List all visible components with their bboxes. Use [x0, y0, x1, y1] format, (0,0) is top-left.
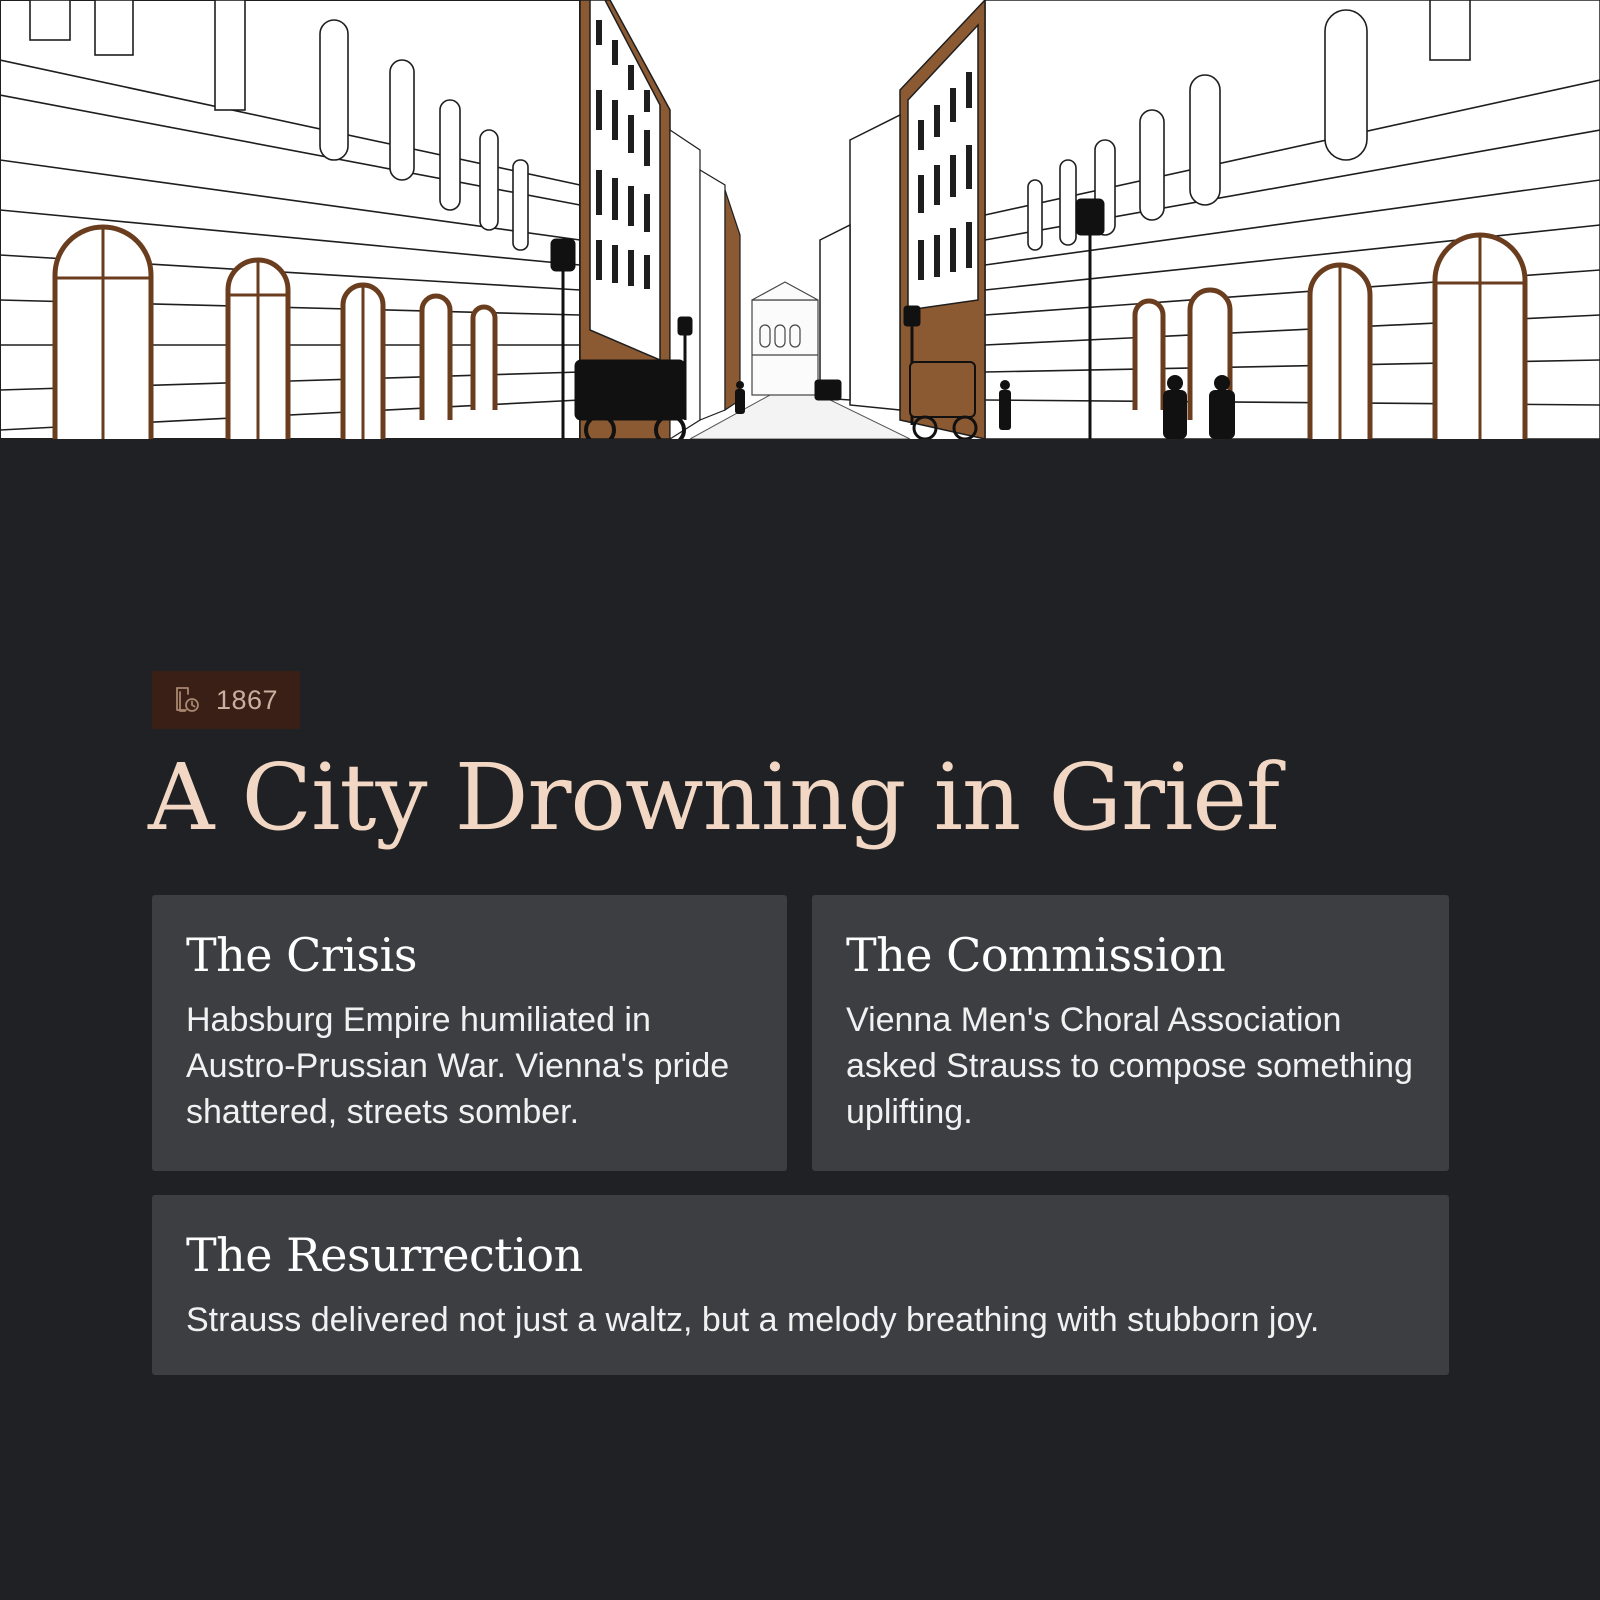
card-crisis	[152, 895, 787, 1171]
card-text: Vienna Men's Choral Association asked Strauss to compose something uplifting.	[846, 1001, 1413, 1131]
card-title: The Commission	[846, 928, 1226, 982]
card-text: Habsburg Empire humiliated in Austro-Prussian War. Vienna's pride shattered, streets somber.	[186, 1001, 730, 1131]
card-title: The Crisis	[186, 928, 417, 982]
card-resurrection	[152, 1195, 1449, 1375]
card-title: The Resurrection	[186, 1228, 583, 1282]
card-grid	[152, 895, 1449, 1375]
street-scene-image	[0, 0, 1600, 439]
hero-illustration	[0, 0, 1600, 439]
page-title: A City Drowning in Grief	[148, 744, 1279, 851]
card-commission	[812, 895, 1449, 1171]
year-badge	[152, 671, 300, 729]
year-label: 1867	[216, 684, 279, 715]
document-clock-icon	[170, 684, 202, 716]
card-text: Strauss delivered not just a waltz, but a melody breathing with stubborn joy.	[186, 1301, 1320, 1339]
content-area	[148, 671, 1449, 1375]
